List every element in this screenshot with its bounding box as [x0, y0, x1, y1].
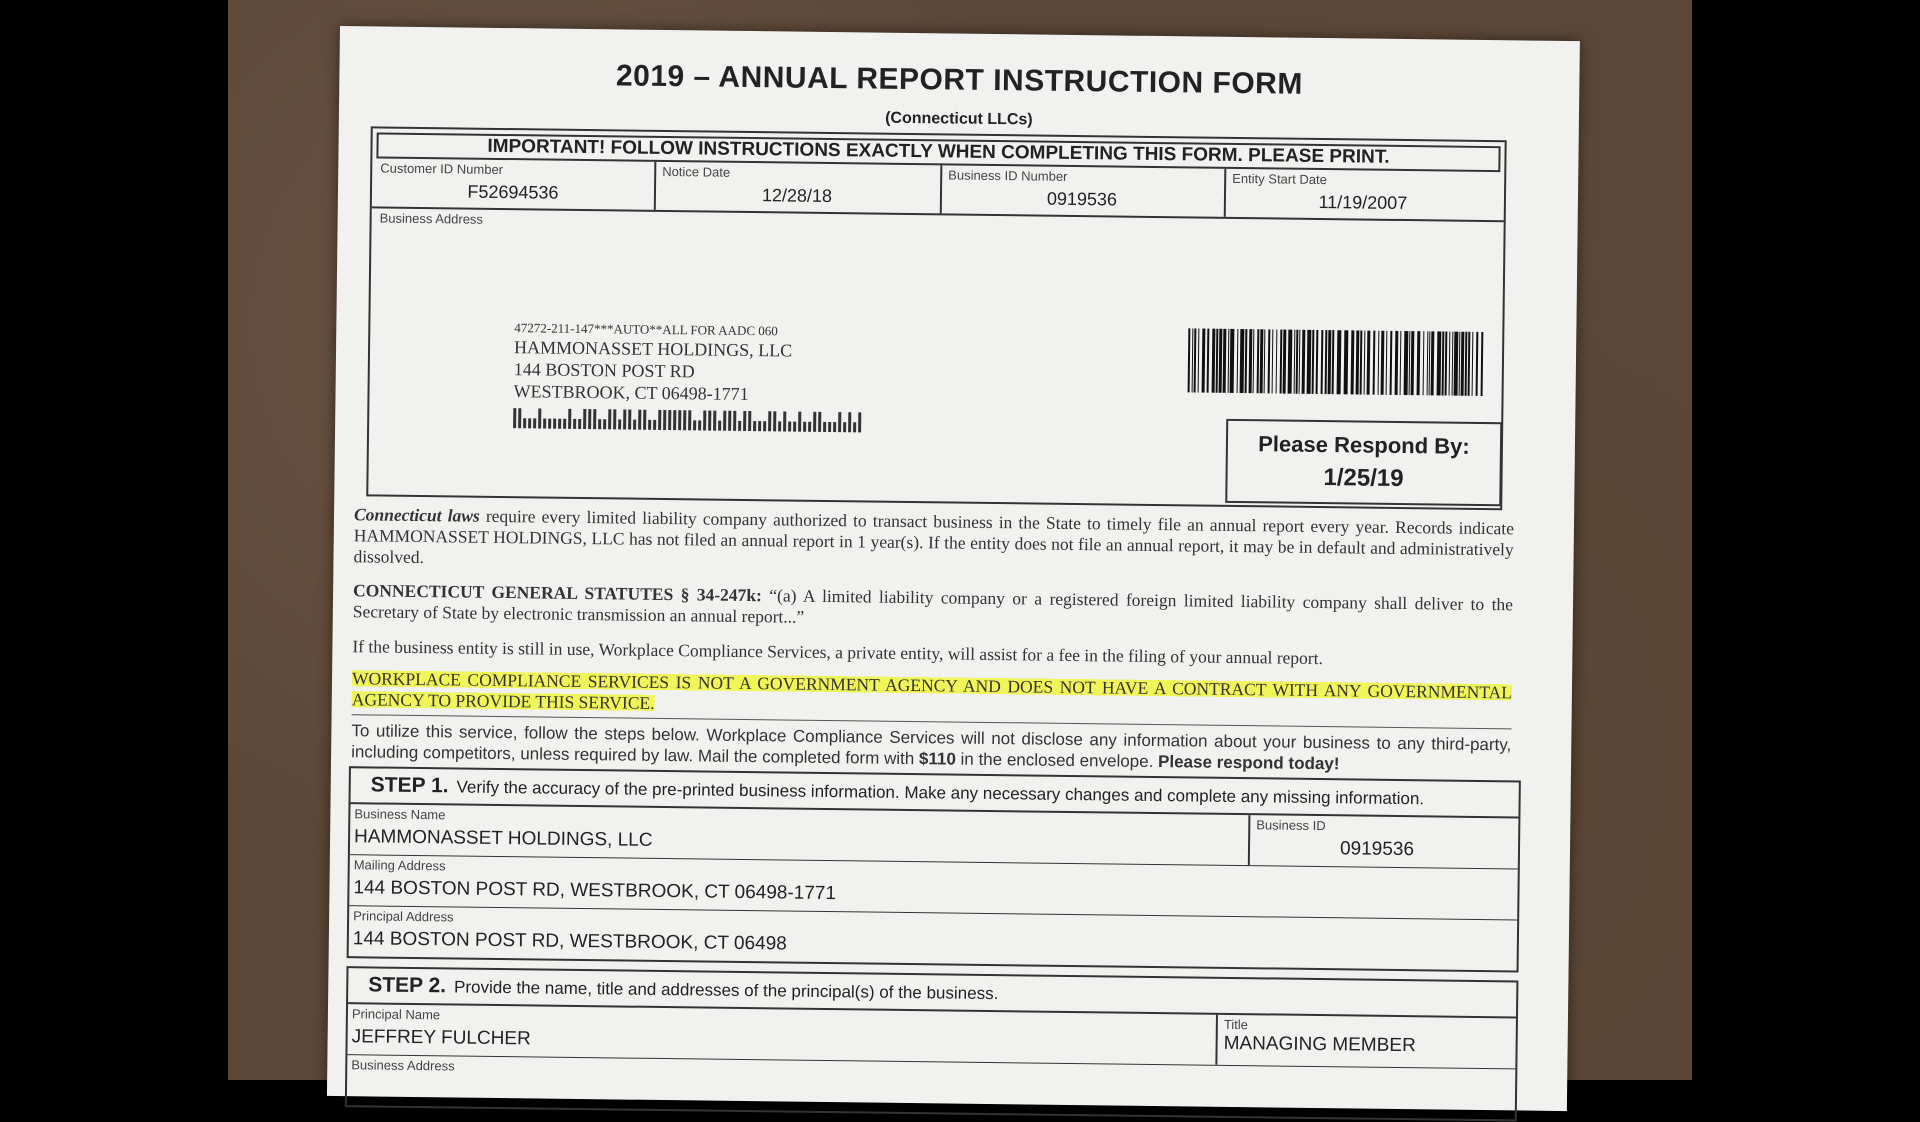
postnet-bar	[568, 409, 571, 429]
customer-id-label: Customer ID Number	[380, 160, 504, 178]
postnet-bar	[723, 411, 726, 431]
postnet-bar	[738, 421, 741, 431]
postal-barcode	[513, 406, 861, 432]
mail-city: WESTBROOK, CT 06498-1771	[513, 381, 749, 405]
column-divider	[1248, 815, 1251, 865]
postnet-bar	[773, 411, 776, 431]
postnet-bar	[678, 410, 681, 430]
postnet-bar	[623, 409, 626, 429]
barcode-bar	[1302, 330, 1306, 394]
postnet-bar	[728, 411, 731, 431]
barcode-bar	[1373, 331, 1376, 395]
postnet-bar	[783, 411, 786, 431]
postnet-bar	[518, 408, 521, 428]
barcode-bar	[1223, 329, 1227, 393]
postnet-bar	[793, 422, 796, 432]
barcode-bar	[1332, 330, 1335, 394]
barcode-bar	[1476, 332, 1479, 396]
barcode-bar	[1445, 332, 1448, 396]
barcode-bar	[1276, 329, 1278, 393]
barcode-bar	[1272, 329, 1274, 393]
barcode-bar	[1253, 329, 1255, 393]
paragraph-statutes	[353, 580, 1513, 636]
entity-start-cell	[1224, 169, 1503, 220]
highlighted-warning: WORKPLACE COMPLIANCE SERVICES IS NOT A GOVERNMENT AGENCY AND DOES NOT HAVE A CONTRACT WITH ANY GOVERNMENTAL AGENCY TO PROVIDE THIS SERVICE.	[351, 668, 1513, 713]
barcode-bar	[1400, 331, 1402, 395]
barcode-bar	[1237, 329, 1239, 393]
title-field[interactable]: MANAGING MEMBER	[1223, 1032, 1416, 1057]
barcode-bar	[1351, 330, 1355, 394]
fee-amount: $110	[918, 749, 956, 769]
postnet-bar	[528, 418, 531, 428]
postnet-bar	[818, 412, 821, 432]
barcode-bar	[1481, 332, 1484, 396]
postnet-bar	[533, 418, 536, 428]
barcode-bar	[1202, 329, 1206, 393]
barcode-bar	[1381, 331, 1385, 395]
barcode-bar	[1404, 331, 1409, 395]
postnet-bar	[558, 419, 561, 429]
instruction-form-paper	[327, 26, 1580, 1111]
barcode-bar	[1360, 330, 1363, 394]
postnet-bar	[808, 422, 811, 432]
barcode-bar	[1378, 331, 1380, 395]
barcode-bar	[1264, 329, 1266, 393]
form-subtitle: (Connecticut LLCs)	[885, 109, 1033, 129]
title-label: Title	[1223, 1016, 1249, 1033]
business-id-label: Business ID Number	[948, 167, 1068, 184]
step2-section	[345, 966, 1519, 1121]
principal-name-label: Principal Name	[351, 1006, 441, 1023]
barcode-bar	[1312, 330, 1315, 394]
postnet-bar	[658, 410, 661, 430]
barcode-bar	[1454, 332, 1459, 396]
postnet-bar	[633, 420, 636, 430]
postnet-bar	[648, 420, 651, 430]
postnet-bar	[638, 410, 641, 430]
step2-number: STEP 2.	[368, 973, 447, 998]
paragraph-private-entity: If the business entity is still in use, Workplace Compliance Services, a private entity, will assist for a fee in the filing of your annual report.	[352, 636, 1324, 669]
barcode-bar	[1364, 331, 1366, 395]
postnet-bar	[733, 411, 736, 431]
principal-address-field[interactable]: 144 BOSTON POST RD, WESTBROOK, CT 06498	[352, 928, 787, 955]
postnet-bar	[708, 411, 711, 431]
notice-date-label: Notice Date	[662, 163, 731, 180]
barcode-bar	[1344, 330, 1349, 394]
mail-code-line: 47272-211-147***AUTO**ALL FOR AADC 060	[514, 320, 778, 339]
barcode-bar	[1386, 331, 1388, 395]
postnet-bar	[583, 409, 586, 429]
postnet-bar	[688, 410, 691, 430]
postnet-bar	[563, 419, 566, 429]
step1-section	[347, 766, 1521, 972]
postnet-bar	[838, 412, 841, 432]
entity-start-label: Entity Start Date	[1232, 170, 1327, 188]
postnet-bar	[543, 419, 546, 429]
header-box	[366, 126, 1506, 510]
barcode-bar	[1411, 331, 1415, 395]
postnet-bar	[593, 409, 596, 429]
barcode-bar	[1437, 331, 1442, 395]
statute-text: “(a) A limited liability company or a registered foreign limited liability company shall deliver to the Secretary of State by electronic transmission an annual report...”	[352, 585, 1514, 627]
postnet-bar	[768, 411, 771, 431]
barcode-bar	[1188, 328, 1191, 392]
step1-number: STEP 1.	[370, 773, 449, 798]
postnet-bar	[683, 410, 686, 430]
business-id-value: 0919536	[1046, 188, 1118, 210]
paragraph-connecticut-laws	[353, 504, 1514, 581]
postnet-bar	[573, 419, 576, 429]
postnet-bar	[608, 409, 611, 429]
postnet-bar	[853, 422, 856, 432]
postnet-bar	[578, 419, 581, 429]
barcode-bar	[1299, 330, 1301, 394]
step2-instruction: Provide the name, title and addresses of the principal(s) of the business.	[453, 977, 999, 1004]
barcode-bar	[1198, 329, 1200, 393]
postnet-bar	[548, 419, 551, 429]
barcode-bar	[1468, 332, 1471, 396]
postnet-bar	[788, 422, 791, 432]
principal-address-label: Principal Address	[353, 908, 454, 925]
business-name-label: Business Name	[354, 806, 446, 823]
column-divider	[1215, 1015, 1218, 1065]
postnet-bar	[603, 419, 606, 429]
postnet-bar	[653, 420, 656, 430]
postnet-bar	[703, 410, 706, 430]
postnet-bar	[833, 422, 836, 432]
barcode-bar	[1417, 331, 1421, 395]
barcode-bar	[1268, 329, 1271, 393]
notice-date-cell	[654, 162, 943, 214]
postnet-bar	[848, 412, 851, 432]
mailing-address-block	[513, 320, 862, 432]
postnet-bar	[758, 421, 761, 431]
customer-id-value: F52694536	[467, 181, 559, 203]
postnet-bar	[803, 422, 806, 432]
postnet-bar	[613, 409, 616, 429]
barcode-bar	[1390, 331, 1393, 395]
postnet-bar	[748, 411, 751, 431]
business-id-cell	[940, 165, 1227, 216]
postnet-bar	[673, 410, 676, 430]
postnet-bar	[618, 419, 621, 429]
postnet-bar	[753, 421, 756, 431]
barcode-bar	[1431, 331, 1435, 395]
mailing-address-label: Mailing Address	[353, 857, 446, 874]
postnet-bar	[598, 419, 601, 429]
mail-name: HAMMONASSET HOLDINGS, LLC	[513, 337, 793, 361]
paragraph-text: require every limited liability company authorized to transact business in the State to timely file an annual report every year. Records indicate HAMMONASSET HOLDINGS, LLC has not filed an annual report in 1 year(s). If the entity does not file an annual report, it may be in default and administratively dissolved.	[353, 505, 1515, 568]
postnet-bar	[523, 418, 526, 428]
postnet-bar	[663, 410, 666, 430]
postnet-bar	[713, 411, 716, 431]
postnet-bar	[698, 420, 701, 430]
barcode-bar	[1245, 329, 1248, 393]
barcode-bar	[1207, 329, 1210, 393]
barcode-bar	[1337, 330, 1342, 394]
business-id-field-label: Business ID	[1256, 817, 1326, 834]
important-banner: IMPORTANT! FOLLOW INSTRUCTIONS EXACTLY WHEN COMPLETING THIS FORM. PLEASE PRINT.	[376, 132, 1500, 172]
mail-street: 144 BOSTON POST RD	[513, 359, 695, 382]
postnet-bar	[538, 408, 541, 428]
barcode-bar	[1423, 331, 1425, 395]
entity-start-value: 11/19/2007	[1318, 191, 1408, 214]
barcode-bar	[1283, 330, 1287, 394]
instructions-text-b: in the enclosed envelope.	[955, 749, 1159, 772]
postnet-bar	[628, 410, 631, 430]
postnet-bar	[858, 412, 861, 432]
instructions-text-a: To utilize this service, follow the steps below. Workplace Compliance Services will not disclose any information about your business to any third-party, including competitors, unless required by law. Mail the completed form with	[351, 721, 1512, 769]
barcode-bar	[1288, 330, 1293, 394]
postnet-bar	[763, 421, 766, 431]
barcode-bar	[1395, 331, 1399, 395]
postnet-bar	[513, 408, 516, 428]
barcode-bar	[1316, 330, 1319, 394]
barcode-bar	[1472, 332, 1474, 396]
principal-name-field[interactable]: JEFFREY FULCHER	[351, 1026, 531, 1050]
respond-by-label: Please Respond By:	[1258, 431, 1470, 459]
barcode-bar	[1230, 329, 1235, 393]
respond-today: Please respond today!	[1157, 752, 1340, 774]
barcode-bar	[1194, 328, 1197, 392]
barcode-bar	[1449, 332, 1451, 396]
form-title: 2019 – ANNUAL REPORT INSTRUCTION FORM	[615, 59, 1304, 101]
business-id-field[interactable]: 0919536	[1339, 838, 1415, 861]
postnet-bar	[718, 421, 721, 431]
business-address-field-label: Business Address	[351, 1057, 455, 1074]
postnet-bar	[798, 412, 801, 432]
respond-by-date: 1/25/19	[1323, 464, 1404, 493]
postnet-bar	[643, 410, 646, 430]
postnet-bar	[588, 409, 591, 429]
barcode-bar	[1367, 331, 1371, 395]
postnet-bar	[743, 411, 746, 431]
postnet-bar	[693, 420, 696, 430]
postnet-bar	[553, 419, 556, 429]
document-barcode	[1188, 328, 1499, 396]
step1-instruction: Verify the accuracy of the pre-printed business information. Make any necessary changes and complete any missing information.	[456, 777, 1425, 809]
customer-id-cell	[372, 158, 657, 209]
business-address-label: Business Address	[379, 210, 484, 227]
barcode-bar	[1240, 329, 1245, 393]
postnet-bar	[828, 422, 831, 432]
postnet-bar	[813, 412, 816, 432]
paragraph-lead: Connecticut laws	[353, 504, 480, 526]
barcode-bar	[1307, 330, 1312, 394]
statute-lead: CONNECTICUT GENERAL STATUTES § 34-247k:	[352, 580, 763, 606]
notice-date-value: 12/28/18	[761, 185, 833, 207]
respond-by-box	[1225, 419, 1502, 506]
barcode-bar	[1321, 330, 1324, 394]
postnet-bar	[778, 421, 781, 431]
mailing-address-field[interactable]: 144 BOSTON POST RD, WESTBROOK, CT 06498-1771	[353, 877, 837, 905]
postnet-bar	[843, 422, 846, 432]
business-name-field[interactable]: HAMMONASSET HOLDINGS, LLC	[353, 826, 653, 851]
postnet-bar	[668, 410, 671, 430]
postnet-bar	[823, 422, 826, 432]
